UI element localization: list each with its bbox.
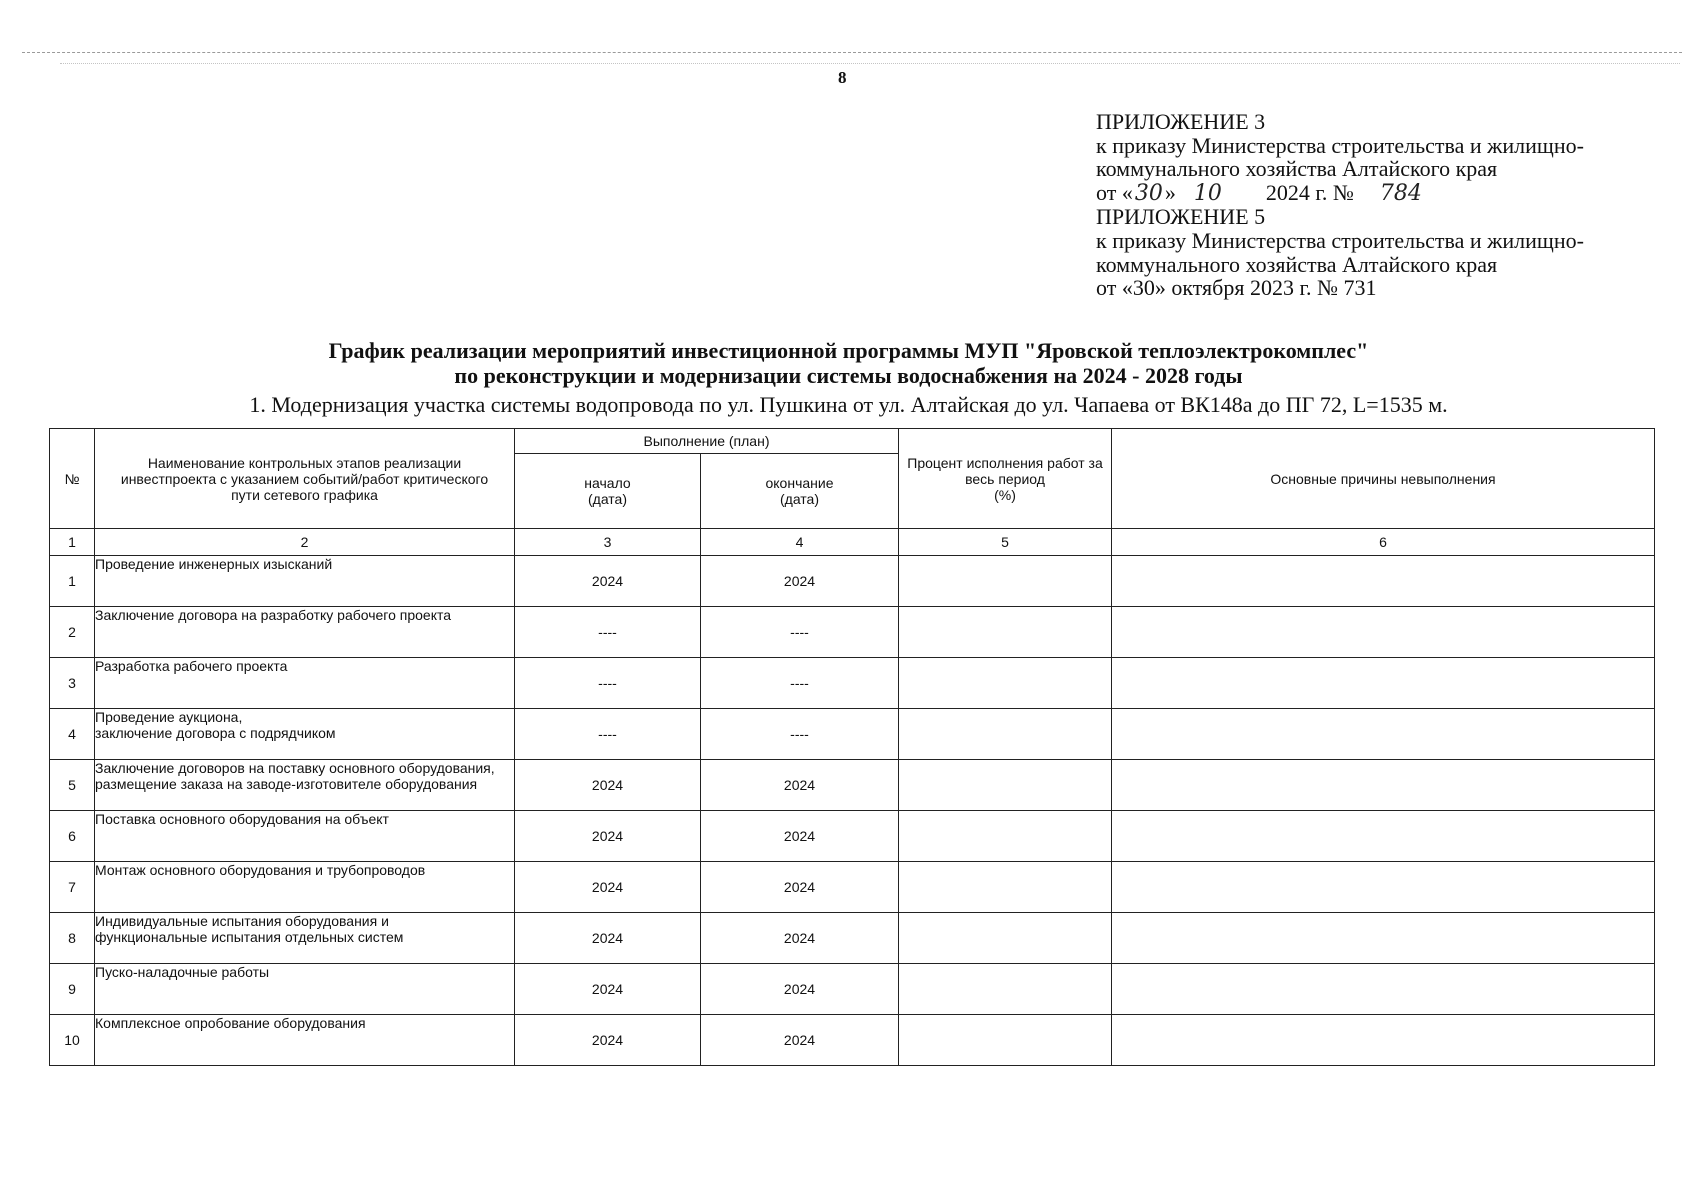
header-start-date: начало (дата): [515, 454, 701, 529]
percent-cell: [899, 760, 1112, 811]
reason-cell: [1112, 607, 1655, 658]
page-number: 8: [838, 68, 847, 87]
appendix-5-order-line-1: к приказу Министерства строительства и жилищно-: [1096, 227, 1584, 253]
start-date-cell: ----: [515, 607, 701, 658]
appendix-block: [1096, 110, 1676, 300]
end-date-cell: 2024: [701, 913, 899, 964]
row-number-cell: 10: [50, 1015, 95, 1066]
reason-cell: [1112, 913, 1655, 964]
table-row: [50, 913, 1655, 964]
row-number-cell: 9: [50, 964, 95, 1015]
reason-cell: [1112, 964, 1655, 1015]
end-date-cell: ----: [701, 607, 899, 658]
stage-name-cell: Разработка рабочего проекта: [95, 658, 515, 709]
scan-top-edge-line: [22, 52, 1682, 53]
row-number-cell: 8: [50, 913, 95, 964]
document-title: [0, 338, 1697, 388]
percent-cell: [899, 607, 1112, 658]
date-prefix: от «: [1096, 179, 1133, 205]
header-percent: Процент исполнения работ за весь период (%): [899, 429, 1112, 529]
table-row: [50, 1015, 1655, 1066]
row-number-cell: 7: [50, 862, 95, 913]
reason-cell: [1112, 709, 1655, 760]
start-date-cell: 2024: [515, 556, 701, 607]
end-date-cell: 2024: [701, 964, 899, 1015]
scan-top-edge-line-2: [60, 63, 1680, 64]
document-title-line-1: График реализации мероприятий инвестиционной программы МУП "Яровской теплоэлектрокомплес": [328, 338, 1369, 363]
start-date-cell: 2024: [515, 862, 701, 913]
start-date-cell: ----: [515, 658, 701, 709]
reason-cell: [1112, 811, 1655, 862]
end-date-cell: 2024: [701, 1015, 899, 1066]
document-title-line-2: по реконструкции и модернизации системы водоснабжения на 2024 - 2028 годы: [454, 363, 1243, 388]
column-number-cell: 5: [899, 529, 1112, 556]
header-execution-plan: Выполнение (план): [515, 429, 899, 454]
start-date-cell: 2024: [515, 760, 701, 811]
row-number-cell: 4: [50, 709, 95, 760]
column-number-cell: 3: [515, 529, 701, 556]
row-number-cell: 2: [50, 607, 95, 658]
appendix-5-heading: ПРИЛОЖЕНИЕ 5: [1096, 204, 1266, 230]
stage-name-cell: Поставка основного оборудования на объект: [95, 811, 515, 862]
percent-cell: [899, 556, 1112, 607]
header-stage-name: Наименование контрольных этапов реализации инвестпроекта с указанием событий/работ критического пути сетевого графика: [95, 429, 515, 529]
table-row: [50, 811, 1655, 862]
end-date-cell: ----: [701, 658, 899, 709]
row-number-cell: 6: [50, 811, 95, 862]
reason-cell: [1112, 760, 1655, 811]
schedule-table-body: [50, 529, 1655, 1066]
schedule-table: [49, 428, 1655, 1066]
end-date-cell: 2024: [701, 556, 899, 607]
percent-cell: [899, 709, 1112, 760]
table-row: [50, 658, 1655, 709]
column-number-cell: 2: [95, 529, 515, 556]
column-number-cell: 1: [50, 529, 95, 556]
stage-name-cell: Проведение аукциона, заключение договора с подрядчиком: [95, 709, 515, 760]
percent-cell: [899, 1015, 1112, 1066]
start-date-cell: 2024: [515, 964, 701, 1015]
header-reasons: Основные причины невыполнения: [1112, 429, 1655, 529]
percent-cell: [899, 913, 1112, 964]
start-date-cell: ----: [515, 709, 701, 760]
reason-cell: [1112, 658, 1655, 709]
handwritten-month: 10: [1193, 180, 1222, 206]
stage-name-cell: Монтаж основного оборудования и трубопроводов: [95, 862, 515, 913]
handwritten-day: 30: [1134, 180, 1163, 206]
stage-name-cell: Заключение договора на разработку рабочего проекта: [95, 607, 515, 658]
column-number-row: [50, 529, 1655, 556]
reason-cell: [1112, 556, 1655, 607]
table-row: [50, 964, 1655, 1015]
percent-cell: [899, 964, 1112, 1015]
start-date-cell: 2024: [515, 1015, 701, 1066]
table-row: [50, 862, 1655, 913]
date-year: 2024 г. №: [1265, 179, 1354, 205]
appendix-5-order-line-2: коммунального хозяйства Алтайского края: [1096, 251, 1498, 277]
row-number-cell: 5: [50, 760, 95, 811]
stage-name-cell: Проведение инженерных изысканий: [95, 556, 515, 607]
end-date-cell: 2024: [701, 760, 899, 811]
stage-name-cell: Комплексное опробование оборудования: [95, 1015, 515, 1066]
appendix-3-order-line-2: коммунального хозяйства Алтайского края: [1096, 156, 1498, 182]
appendix-5-date-line: от «30» октября 2023 г. № 731: [1096, 275, 1377, 301]
column-number-cell: 4: [701, 529, 899, 556]
header-end-date: окончание (дата): [701, 454, 899, 529]
stage-name-cell: Пуско-наладочные работы: [95, 964, 515, 1015]
table-row: [50, 607, 1655, 658]
stage-name-cell: Индивидуальные испытания оборудования и функциональные испытания отдельных систем: [95, 913, 515, 964]
start-date-cell: 2024: [515, 811, 701, 862]
percent-cell: [899, 658, 1112, 709]
row-number-cell: 1: [50, 556, 95, 607]
percent-cell: [899, 862, 1112, 913]
table-row: [50, 760, 1655, 811]
section-subtitle: 1. Модернизация участка системы водопровода по ул. Пушкина от ул. Алтайская до ул. Чапаева от ВК148а до ПГ 72, L=1535 м.: [249, 392, 1448, 417]
reason-cell: [1112, 862, 1655, 913]
appendix-3-heading: ПРИЛОЖЕНИЕ 3: [1096, 109, 1266, 134]
reason-cell: [1112, 1015, 1655, 1066]
stage-name-cell: Заключение договоров на поставку основного оборудования, размещение заказа на заводе-изготовителе оборудования: [95, 760, 515, 811]
appendix-3-date-line: [1096, 181, 1676, 206]
date-quote-close: »: [1164, 179, 1176, 205]
end-date-cell: 2024: [701, 862, 899, 913]
percent-cell: [899, 811, 1112, 862]
start-date-cell: 2024: [515, 913, 701, 964]
table-row: [50, 556, 1655, 607]
end-date-cell: ----: [701, 709, 899, 760]
appendix-3-order-line-1: к приказу Министерства строительства и жилищно-: [1096, 132, 1584, 158]
column-number-cell: 6: [1112, 529, 1655, 556]
end-date-cell: 2024: [701, 811, 899, 862]
header-number: №: [50, 429, 95, 529]
handwritten-order-number: 784: [1379, 180, 1422, 206]
table-row: [50, 709, 1655, 760]
row-number-cell: 3: [50, 658, 95, 709]
